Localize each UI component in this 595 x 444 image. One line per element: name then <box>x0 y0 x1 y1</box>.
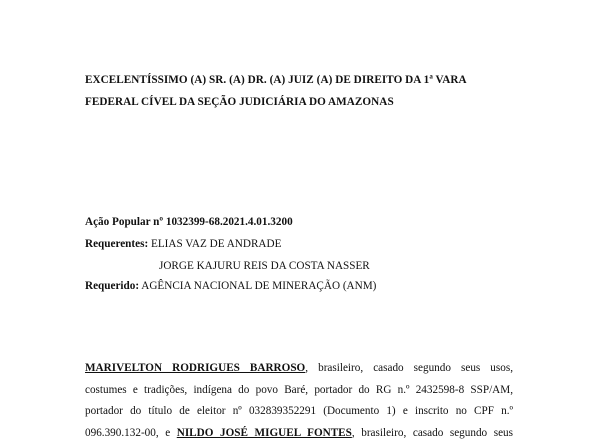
plaintiff-2: JORGE KAJURU REIS DA COSTA NASSER <box>159 259 370 273</box>
defendant-line <box>85 279 376 293</box>
plaintiff-1: ELIAS VAZ DE ANDRADE <box>148 238 281 250</box>
defendant-name: AGÊNCIA NACIONAL DE MINERAÇÃO (ANM) <box>139 280 376 292</box>
party-name-1: MARIVELTON RODRIGUES BARROSO <box>85 362 305 374</box>
body-line-1: MARIVELTON RODRIGUES BARROSO, brasileiro, casado segundo seus usos, <box>85 358 513 380</box>
body-line-3: portador do título de eleitor nº 032839352291 (Documento 1) e inscrito no CPF n.º <box>85 401 513 423</box>
body-line-2: costumes e tradições, indígena do povo Baré, portador do RG n.º 2432598-8 SSP/AM, <box>85 380 513 402</box>
body-line-4: 096.390.132-00, e NILDO JOSÉ MIGUEL FONTES, brasileiro, casado segundo seus <box>85 423 513 444</box>
heading-line-1: EXCELENTÍSSIMO (A) SR. (A) DR. (A) JUIZ (A) DE DIREITO DA 1$^a$ VARA <box>85 74 467 86</box>
plaintiffs-label: Requerentes: <box>85 238 148 250</box>
ordinal-superscript: a <box>429 72 433 80</box>
party-name-2: NILDO JOSÉ MIGUEL FONTES <box>177 427 352 439</box>
case-number: Ação Popular nº 1032399-68.2021.4.01.3200 <box>85 215 293 229</box>
defendant-label: Requerido: <box>85 280 139 292</box>
body-paragraph <box>85 358 513 444</box>
plaintiffs-line <box>85 237 281 251</box>
petition-heading <box>85 69 513 113</box>
heading-line-2: FEDERAL CÍVEL DA SEÇÃO JUDICIÁRIA DO AMAZONAS <box>85 96 394 108</box>
